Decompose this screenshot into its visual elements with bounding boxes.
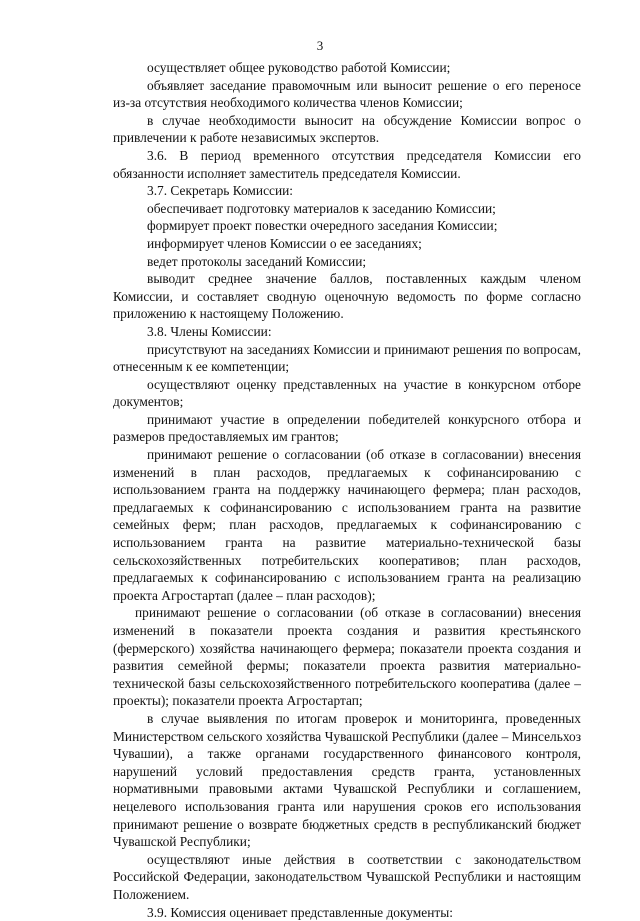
paragraph: осуществляют иные действия в соответствии с законодательством Российской Федерации, законодательством Чувашской Республики и настоящим Положением. [113, 851, 581, 904]
paragraph: осуществляет общее руководство работой Комиссии; [113, 59, 581, 77]
paragraph: присутствуют на заседаниях Комиссии и принимают решения по вопросам, отнесенным к ее компетенции; [113, 341, 581, 376]
section-heading: 3.9. Комиссия оценивает представленные документы: [113, 904, 581, 921]
section-heading: 3.7. Секретарь Комиссии: [113, 182, 581, 200]
document-body [113, 59, 581, 921]
paragraph: принимают участие в определении победителей конкурсного отбора и размеров предоставляемых им грантов; [113, 411, 581, 446]
paragraph: 3.6. В период временного отсутствия председателя Комиссии его обязанности исполняет заместитель председателя Комиссии. [113, 147, 581, 182]
paragraph: ведет протоколы заседаний Комиссии; [113, 253, 581, 271]
paragraph: в случае выявления по итогам проверок и мониторинга, проведенных Министерством сельского хозяйства Чувашской Республики (далее – Минсельхоз Чувашии), а также органами государственного финансового контроля, нарушений условий предоставления средств гранта, установленных нормативными правовыми актами Чувашской Республики и соглашением, нецелевого использования гранта или нарушения сроков его использования принимают решение о возврате бюджетных средств в республиканский бюджет Чувашской Республики; [113, 710, 581, 851]
paragraph: формирует проект повестки очередного заседания Комиссии; [113, 217, 581, 235]
paragraph: выводит среднее значение баллов, поставленных каждым членом Комиссии, и составляет сводную оценочную ведомость по форме согласно приложению к настоящему Положению. [113, 270, 581, 323]
paragraph: принимают решение о согласовании (об отказе в согласовании) внесения изменений в план расходов, предлагаемых к софинансированию с использованием гранта на поддержку начинающего фермера; план расходов, предлагаемых к софинансированию с использованием гранта на развитие семейных ферм; план расходов, предлагаемых к софинансированию с использованием гранта на развитие материально-технической базы сельскохозяйственных потребительских кооперативов; план расходов, предлагаемых к софинансированию с использованием гранта на реализацию проекта Агростартап (далее – план расходов); [113, 446, 581, 604]
paragraph: принимают решение о согласовании (об отказе в согласовании) внесения изменений в показатели проекта создания и развития крестьянского (фермерского) хозяйства начинающего фермера; показатели проекта создания и развития семейной фермы; показатели проекта развития материально-технической базы сельскохозяйственного потребительского кооператива (далее – проекты); показатели проекта Агростартап; [113, 604, 581, 710]
section-heading: 3.8. Члены Комиссии: [113, 323, 581, 341]
page-number: 3 [0, 38, 640, 54]
paragraph: в случае необходимости выносит на обсуждение Комиссии вопрос о привлечении к работе независимых экспертов. [113, 112, 581, 147]
paragraph: объявляет заседание правомочным или выносит решение о его переносе из-за отсутствия необходимого количества членов Комиссии; [113, 77, 581, 112]
paragraph: информирует членов Комиссии о ее заседаниях; [113, 235, 581, 253]
paragraph: осуществляют оценку представленных на участие в конкурсном отборе документов; [113, 376, 581, 411]
paragraph: обеспечивает подготовку материалов к заседанию Комиссии; [113, 200, 581, 218]
